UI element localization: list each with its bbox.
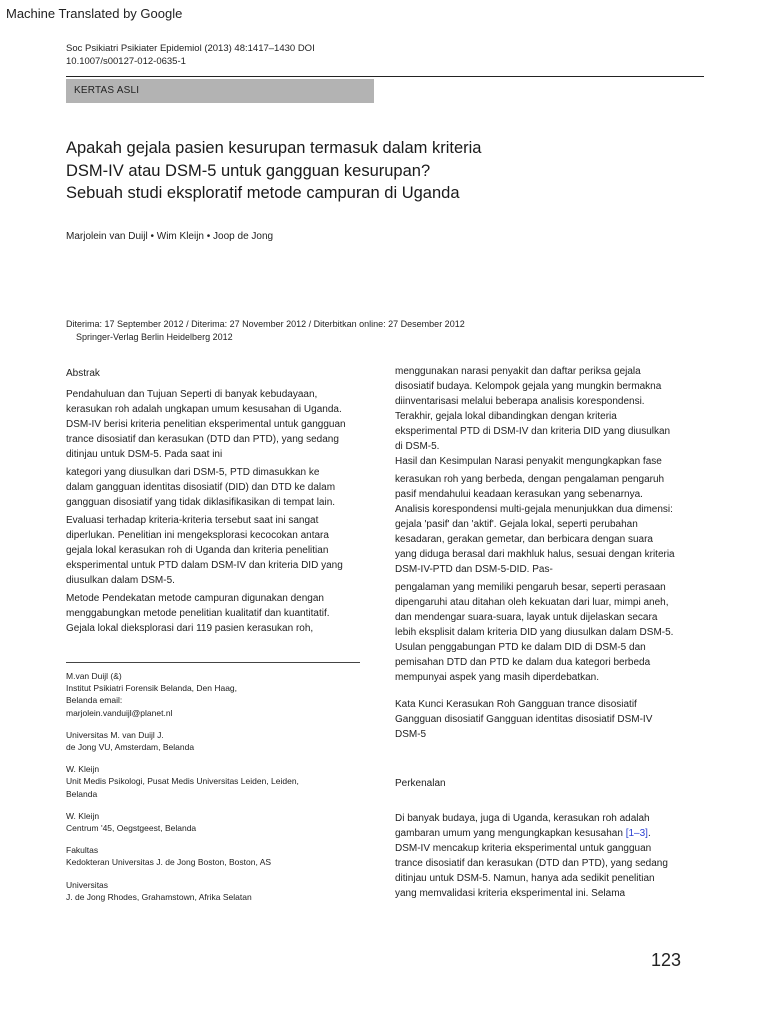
journal-citation: Soc Psikiatri Psikiater Epidemiol (2013) 48:1417–1430 DOI [66,43,315,54]
text-line: Universitas [66,879,109,890]
text-line: Belanda email: [66,695,123,706]
text-span: gambaran umum yang mengungkapkan kesusahan [395,828,626,839]
article-type-label: KERTAS ASLI [74,85,140,96]
citation-link[interactable]: [1–3] [625,828,648,839]
text-line: DSM-IV mencakup kriteria eksperimental untuk gangguan [395,843,652,854]
text-line: W. Kleijn [66,764,100,775]
affiliation-rule [66,662,360,663]
text-line: Institut Psikiatri Forensik Belanda, Den Haag, [66,683,238,694]
text-line: Hasil dan Kesimpulan Narasi penyakit mengungkapkan fase [395,456,662,467]
title-line: DSM-IV atau DSM-5 untuk gangguan kesurupan? [66,161,431,180]
text-line: kerasukan roh yang berbeda, dengan pengalaman pengaruh [395,474,665,485]
abstract-left-column [66,366,366,636]
text-line: dan mendengar suara-suara, layak untuk dijelaskan secara [395,612,658,623]
text-line: eksperimental PTD di DSM-IV dan kriteria DID yang diusulkan [395,426,671,437]
text-line: yang diduga berasal dari makhluk halus, sesuai dengan kriteria [395,549,675,560]
abstract-paragraph [395,364,715,454]
abstract-paragraph [66,513,366,588]
abstract-paragraph [66,591,366,636]
text-line: kerasukan roh adalah ungkapan umum kesusahan di Uganda. [66,404,342,415]
text-line: pengalaman yang memiliki pengaruh besar, seperti perasaan [395,582,666,593]
text-line: ditinjau untuk DSM-5. Namun, hanya ada sedikit penelitian [395,873,655,884]
authors: Marjolein van Duijl • Wim Kleijn • Joop de Jong [66,231,274,242]
affiliation-block [66,810,366,834]
abstract-paragraph [66,387,366,462]
article-title [66,137,626,205]
text-line: eksperimental untuk PTD dalam DSM-IV dan kriteria DID yang [66,560,343,571]
copyright-line: Springer-Verlag Berlin Heidelberg 2012 [76,331,233,342]
text-line: W. Kleijn [66,810,100,821]
text-line: disosiatif budaya. Kelompok gejala yang mungkin bermakna [395,381,662,392]
text-line: trance disosiatif dan kerasukan (DTD dan PTD), yang sedang [66,434,339,445]
dates-line: Diterima: 17 September 2012 / Diterima: 27 November 2012 / Diterbitkan online: 27 Desember 2012 [66,319,465,329]
abstract-paragraph [395,454,715,469]
text-line: J. de Jong Rhodes, Grahamstown, Afrika Selatan [66,891,252,902]
text-line: Centrum '45, Oegstgeest, Belanda [66,823,197,834]
text-line: diinventarisasi melalui beberapa analisis korespondensi. [395,396,645,407]
doi: 10.1007/s00127-012-0635-1 [66,56,186,67]
text-line: diperlukan. Penelitian ini mengeksplorasi kecocokan antara [66,530,329,541]
title-line: Sebuah studi eksploratif metode campuran di Uganda [66,184,460,202]
text-line: lebih eksplisit dalam kriteria DID yang diusulkan dalam DSM-5. [395,627,674,638]
text-line: kesadaran, gerakan gemetar, dan berbicara dengan suara [395,534,653,545]
text-line: pasif mendahului keadaan kerasukan yang sebenarnya. [395,489,643,500]
text-line: yang memvalidasi kriteria eksperimental ini. Selama [395,888,626,899]
text-line: DSM-IV-PTD dan DSM-5-DID. Pas- [395,564,553,575]
text-line: dipengaruhi atau ditahan oleh kekuatan dari luar, mimpi aneh, [395,597,669,608]
abstract-paragraph [395,472,715,577]
intro-heading: Perkenalan [395,778,446,789]
text-line: Metode Pendekatan metode campuran digunakan dengan [66,593,324,604]
abstract-paragraph [66,465,366,510]
text-line: dalam gangguan identitas disosiatif (DID) dan DTD ke dalam [66,482,336,493]
page-number: 123 [651,950,682,970]
text-line: Di banyak budaya, juga di Uganda, kerasukan roh adalah [395,813,650,824]
journal-reference [66,42,315,68]
text-line: Pendahuluan dan Tujuan Seperti di banyak kebudayaan, [66,389,318,400]
text-line: menggabungkan metode penelitian kualitatif dan kuantitatif. [66,608,330,619]
text-line: ditinjau untuk DSM-5. Pada saat ini [66,449,223,460]
text-line: trance disosiatif dan kerasukan (DTD dan PTD), yang sedang [395,858,668,869]
text-line: M.van Duijl (&) [66,671,122,681]
text-line: menggunakan narasi penyakit dan daftar periksa gejala [395,366,641,377]
text-line: Gangguan disosiatif Gangguan identitas disosiatif DSM-IV [395,714,653,725]
text-line: pemisahan DTD dan PTD ke dalam dua kategori berbeda [395,657,651,668]
text-line: kategori yang diusulkan dari DSM-5, PTD dimasukkan ke [66,467,320,478]
text-line: Kedokteran Universitas J. de Jong Boston, Boston, AS [66,857,272,868]
text-line: di DSM-5. [395,441,440,452]
article-type-bar [66,79,374,103]
text-line: Kata Kunci Kerasukan Roh Gangguan trance disosiatif [395,699,637,710]
text-line: gangguan disosiatif yang tidak diklasifikasikan di tempat lain. [66,497,336,508]
text-line: Gejala lokal dieksplorasi dari 119 pasien kerasukan roh, [66,623,314,634]
text-line: Fakultas [66,845,99,856]
affiliation-block [66,879,366,903]
text-line: Evaluasi terhadap kriteria-kriteria tersebut saat ini sangat [66,515,319,526]
text-line: Terakhir, gejala lokal dibandingkan dengan kriteria [395,411,617,422]
text-line: de Jong VU, Amsterdam, Belanda [66,742,195,753]
text-line: DSM-IV berisi kriteria penelitian eksperimental untuk gangguan [66,419,346,430]
text-line: Universitas M. van Duijl J. [66,729,164,740]
intro-paragraph [395,811,715,901]
affiliation-block [66,729,366,753]
text-line: mempunyai aspek yang masih diperdebatkan. [395,672,600,683]
text-span: . [647,828,651,839]
text-line: Unit Medis Psikologi, Pusat Medis Universitas Leiden, Leiden, [66,776,299,787]
affiliation-block [66,763,366,800]
abstract-paragraph [395,580,715,685]
text-line: Belanda [66,788,98,799]
text-line: Usulan penggabungan PTD ke dalam DID di DSM-5 dan [395,642,646,653]
right-column [395,364,715,901]
affiliation-block [66,844,366,868]
text-line [395,826,715,841]
text-line: gejala 'pasif' dan 'aktif'. Gejala lokal, seperti perubahan [395,519,638,530]
abstract-heading: Abstrak [66,368,100,379]
machine-translated-banner: Machine Translated by Google [6,6,183,21]
affiliations [66,670,366,913]
text-line: gejala lokal kerasukan roh di Uganda dan kriteria penelitian [66,545,329,556]
text-line: diusulkan dalam DSM-5. [66,575,175,586]
keywords [395,697,715,742]
title-line: Apakah gejala pasien kesurupan termasuk dalam kriteria [66,139,482,157]
header-rule [66,76,704,77]
publication-dates [66,318,465,343]
affiliation-block [66,670,366,719]
text-line: DSM-5 [395,729,427,740]
text-line: Analisis korespondensi multi-gejala menunjukkan dua dimensi: [395,504,673,515]
email-link[interactable]: marjolein.vanduijl@planet.nl [66,707,173,718]
